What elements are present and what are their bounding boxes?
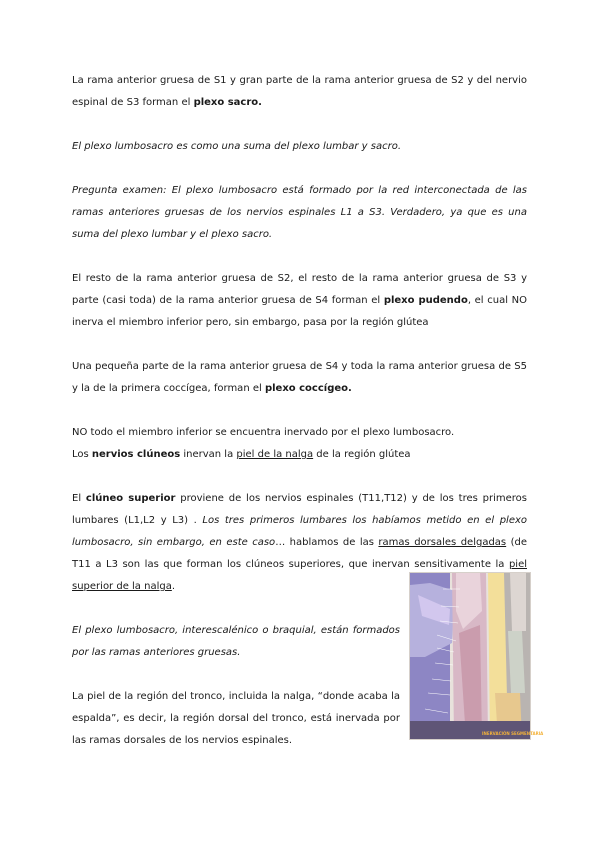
text-run: Los — [72, 449, 92, 460]
underlined-term: ramas dorsales delgadas — [378, 537, 507, 548]
text-run: , el cual NO inerva el miembro inferior pero, sin embargo, pasa por la región glútea — [72, 295, 527, 328]
text-run: La rama anterior gruesa de S1 y gran parte de la rama anterior gruesa de S2 y del nervio espinal de S3 forman el — [72, 75, 527, 108]
inervacion-segmentaria-figure — [409, 572, 544, 740]
paragraph-nervios-cluneos — [72, 422, 527, 466]
paragraph-ramas-dorsales: La piel de la región del tronco, incluida la nalga, “donde acaba la espalda”, es decir, la región dorsal del tronco, está inervada por las ramas dorsales de los nervios espinales. — [72, 691, 400, 746]
paragraph-pregunta-examen: Pregunta examen: El plexo lumbosacro está formado por la red interconectada de las ramas anteriores gruesas de los nervios espinales L1 a S3. Verdadero, ya que es una suma del plexo lumbar y el plexo sacro. — [72, 185, 527, 240]
paragraph-plexo-coccigeo — [72, 356, 527, 400]
figure-caption: INERVACIÓN SEGMENTARIA — [482, 731, 544, 736]
text-run: . — [171, 581, 176, 592]
paragraph-plexo-sacro — [72, 70, 527, 114]
bold-term: plexo sacro. — [193, 97, 262, 108]
bold-term: clúneo superior — [85, 493, 176, 504]
underlined-term: piel de la nalga — [236, 449, 314, 460]
cluneos-line-1: NO todo el miembro inferior se encuentra inervado por el plexo lumbosacro. — [72, 427, 455, 438]
paragraph-plexo-pudendo — [72, 268, 527, 334]
text-run: de la región glútea — [313, 449, 411, 460]
dermatome-diagram — [410, 573, 544, 739]
text-run: … hablamos de las — [275, 537, 379, 548]
text-run: El — [72, 493, 86, 504]
text-run: El resto de la rama anterior gruesa de S2, el resto de la rama anterior gruesa de S3 y parte (casi toda) de la rama anterior gruesa de S4 forman el — [72, 273, 527, 306]
text-run: Una pequeña parte de la rama anterior gruesa de S4 y toda la rama anterior gruesa de S5 y la de la primera coccígea, forman el — [72, 361, 527, 394]
underlined-term: piel superior de la nalga — [72, 559, 527, 592]
paragraph-ramas-anteriores: El plexo lumbosacro, interescalénico o braquial, están formados por las ramas anteriores gruesas. — [72, 625, 400, 658]
bold-term: nervios clúneos — [91, 449, 181, 460]
cluneos-line-2 — [72, 444, 527, 466]
italic-text: Los tres primeros lumbares los habíamos metido en el plexo lumbosacro, sin embargo, en este caso — [72, 515, 528, 548]
text-run: inervan la — [180, 449, 237, 460]
bold-term: plexo coccígeo. — [264, 383, 352, 394]
text-run: proviene de los nervios espinales (T11,T12) y de los tres primeros lumbares (L1,L2 y L3) . — [72, 493, 527, 526]
paragraph-plexo-lumbosacro-suma: El plexo lumbosacro es como una suma del plexo lumbar y sacro. — [72, 141, 402, 152]
bold-term: plexo pudendo — [383, 295, 468, 306]
text-run: (de T11 a L3 son las que forman los clúneos superiores, que inervan sensitivamente la — [72, 537, 528, 570]
